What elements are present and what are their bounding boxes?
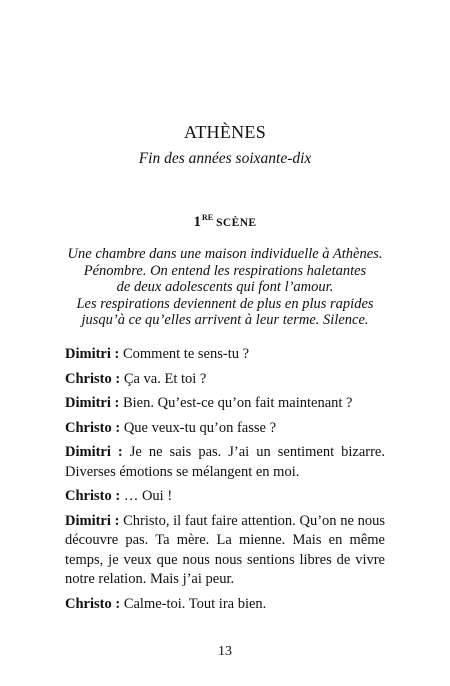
dialogue-text: Que veux-tu qu’on fasse ?	[120, 419, 277, 436]
dialogue-text: Je ne sais pas. J’ai un sentiment bizarre. Diverses émotions se mélangent en moi.	[65, 444, 385, 480]
dialogue-line	[65, 419, 385, 439]
stage-direction-line: jusqu’à ce qu’elles arrivent à leur terme. Silence.	[81, 312, 369, 329]
speaker-name: Dimitri :	[65, 346, 120, 362]
dialogue-text: Calme-toi. Tout ira bien.	[120, 595, 267, 612]
scene-heading	[0, 213, 450, 231]
dialogue-line	[65, 345, 385, 365]
page-number: 13	[218, 644, 232, 659]
stage-direction-line: Une chambre dans une maison individuelle à Athènes.	[67, 246, 383, 262]
speaker-name: Christo :	[65, 419, 121, 436]
dialogue-text: Bien. Qu’est-ce qu’on fait maintenant ?	[119, 395, 353, 411]
dialogue-text: Christo, il faut faire attention. Qu’on ne nous découvre pas. Ta mère. La mienne. Mais en même temps, je veux que nous nous sentions libres de vivre notre relation. Mais j’ai peur.	[65, 512, 385, 587]
dialogue-text: Ça va. Et toi ?	[120, 370, 207, 387]
dialogue-text: Comment te sens-tu ?	[119, 346, 250, 362]
speaker-name: Christo :	[65, 488, 121, 504]
speaker-name: Dimitri :	[65, 395, 120, 411]
scene-number-superscript: RE	[202, 213, 214, 222]
dialogue-line	[65, 512, 385, 590]
stage-direction	[40, 246, 410, 329]
stage-direction-line: Pénombre. On entend les respirations haletantes	[83, 262, 367, 279]
chapter-title: ATHÈNES	[183, 122, 267, 142]
stage-direction-line: Les respirations deviennent de plus en plus rapides	[76, 295, 374, 312]
speaker-name: Christo :	[65, 370, 121, 387]
speaker-name: Christo :	[65, 595, 121, 612]
dialogue-text: … Oui !	[120, 488, 173, 504]
speaker-name: Dimitri :	[65, 444, 123, 460]
scene-word: SCÈNE	[216, 217, 257, 229]
dialogue-line	[65, 370, 385, 390]
dialogue-line	[65, 443, 385, 482]
dialogue-line	[65, 487, 385, 507]
stage-direction-line: de deux adolescents qui font l’amour.	[116, 279, 334, 296]
chapter-subtitle: Fin des années soixante-dix	[138, 150, 312, 167]
scene-number: 1	[193, 214, 201, 230]
dialogue-line	[65, 595, 385, 615]
dialogue-line	[65, 394, 385, 414]
dialogue	[65, 345, 385, 619]
speaker-name: Dimitri :	[65, 512, 120, 529]
